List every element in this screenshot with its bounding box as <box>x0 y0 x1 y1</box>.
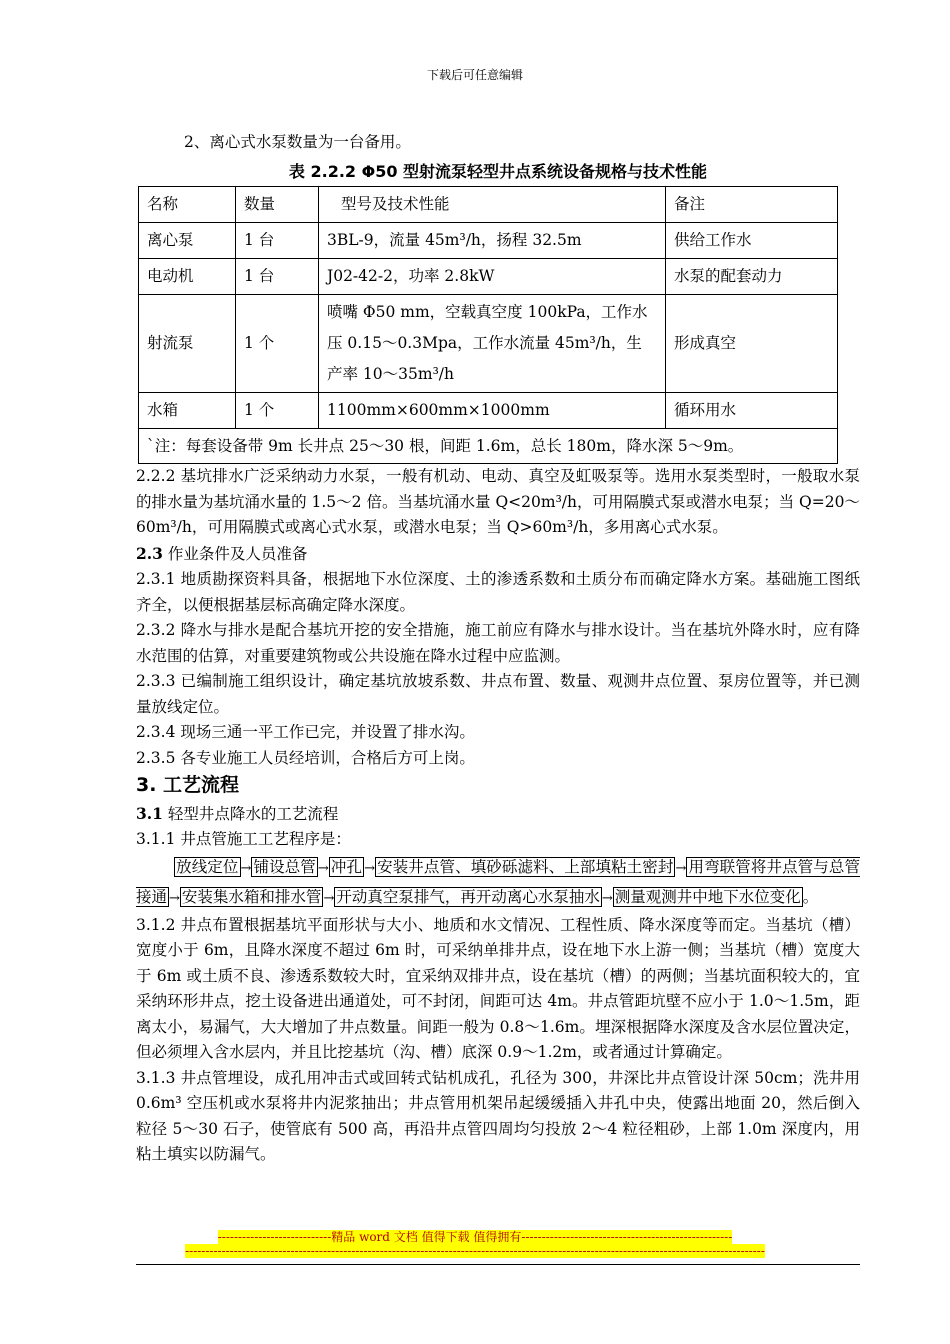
section-number: 2.3 <box>136 543 163 563</box>
flow-step: 铺设总管 <box>253 857 316 876</box>
flow-step: 用弯联管将井点管与总管接通 <box>136 857 860 906</box>
table-cell: 形成真空 <box>666 295 838 393</box>
table-cell: 1 个 <box>236 393 319 429</box>
paragraph-2-2-2: 2.2.2 基坑排水广泛采纳动力水泵，一般有机动、电动、真空及虹吸泵等。选用水泵类型时，一般取水泵的排水量为基坑涌水量的 1.5～2 倍。当基坑涌水量 Q<20m³/h，可用隔膜式泵或潜水电泵；当 Q=20～60m³/h，可用隔膜式或离心式水泵，或潜水电泵；当 Q>60m³/h，多用离心式水泵。 <box>136 467 860 536</box>
flow-step: 开动真空泵排气，再开动离心水泵抽水 <box>336 887 600 906</box>
table-row <box>139 393 838 429</box>
flow-step: 测量观测井中地下水位变化 <box>614 887 801 906</box>
section-3-heading: 3. 工艺流程 <box>136 774 240 796</box>
page-header: 下载后可任意编辑 <box>426 68 523 82</box>
table-caption: 表 2.2.2 Φ50 型射流泵轻型井点系统设备规格与技术性能 <box>288 161 708 181</box>
arrow-right-icon: → <box>323 890 335 906</box>
paragraph-2-3-3: 2.3.3 已编制施工组织设计，确定基坑放坡系数、井点布置、数量、观测井点位置、泵房位置等，并已测量放线定位。 <box>136 672 860 716</box>
table-header-cell: 数量 <box>236 187 319 223</box>
table-header-cell: 备注 <box>666 187 838 223</box>
table-note: `注：每套设备带 9m 长井点 25～30 根，间距 1.6m，总长 180m，降水深 5～9m。 <box>139 429 838 464</box>
flow-step: 冲孔 <box>330 857 363 876</box>
equipment-table <box>138 186 838 464</box>
arrow-right-icon: → <box>675 860 687 876</box>
footer-banner: ----------------------------精品 word 文档 值得下载 值得拥有---------------------------------------------------- <box>217 1230 733 1244</box>
flow-step: 安装集水箱和排水管 <box>181 887 322 906</box>
table-cell: 供给工作水 <box>666 223 838 259</box>
arrow-right-icon: → <box>240 860 252 876</box>
table-cell: 3BL-9，流量 45m³/h，扬程 32.5m <box>319 223 666 259</box>
table-cell: 水箱 <box>139 393 236 429</box>
table-cell: 1 台 <box>236 223 319 259</box>
table-header-row <box>139 187 838 223</box>
table-cell: 电动机 <box>139 259 236 295</box>
paragraph-3-1-3: 3.1.3 井点管埋设，成孔用冲击式或回转式钻机成孔，孔径为 300，井深比井点管设计深 50cm；洗井用 0.6m³ 空压机或水泵将井内泥浆抽出；井点管用机架吊起缓缓插入井孔中央，使露出地面 20，然后倒入粒径 5～30 石子，使管底有 500 高，再沿井点管四周均匀投放 2～4 粒径粗砂，上部 1.0m 深度内，用粘土填实以防漏气。 <box>136 1068 860 1163</box>
intro-line: 2、离心式水泵数量为一台备用。 <box>184 133 411 151</box>
arrow-right-icon: → <box>169 890 180 906</box>
paragraph-2-3-1: 2.3.1 地质勘探资料具备，根据地下水位深度、土的渗透系数和土质分布而确定降水方案。基础施工图纸齐全，以便根据基层标高确定降水深度。 <box>136 570 860 614</box>
section-title: 作业条件及人员准备 <box>162 544 308 563</box>
table-cell: 射流泵 <box>139 295 236 393</box>
section-2-3-heading <box>136 541 860 568</box>
process-flow <box>136 853 860 913</box>
table-cell: 循环用水 <box>666 393 838 429</box>
arrow-right-icon: → <box>317 860 329 876</box>
section-3-1-heading <box>136 801 860 828</box>
section-title: 轻型井点降水的工艺流程 <box>162 804 339 823</box>
paragraph-2-3-5: 2.3.5 各专业施工人员经培训，合格后方可上岗。 <box>136 748 475 767</box>
footer-dashes: ----------------------------------------------------------------------------------------------------------------------------------------------- <box>185 1244 765 1258</box>
arrow-right-icon: → <box>601 890 613 906</box>
arrow-right-icon: → <box>364 860 376 876</box>
flow-end: 。 <box>802 887 819 906</box>
table-header-cell: 型号及技术性能 <box>319 187 666 223</box>
paragraph-3-1-2: 3.1.2 井点布置根据基坑平面形状与大小、地质和水文情况、工程性质、降水深度等而定。当基坑（槽）宽度小于 6m，且降水深度不超过 6m 时，可采纳单排井点，设在地下水上游一侧；当基坑（槽）宽度大于 6m 或土质不良、渗透系数较大时，宜采纳双排井点，设在基坑（槽）的两侧；当基坑面积较大的，宜采纳环形井点，挖土设备进出通道处，可不封闭，间距可达 4m。井点管距坑壁不应小于 1.0～1.5m，距离太小，易漏气，大大增加了井点数量。间距一般为 0.8～1.6m。埋深根据降水深度及含水层位置决定，但必须埋入含水层内，并且比挖基坑（沟、槽）底深 0.9～1.2m，或者通过计算确定。 <box>136 915 860 1061</box>
document-body <box>136 130 860 1168</box>
table-header-cell: 名称 <box>139 187 236 223</box>
table-cell: 水泵的配套动力 <box>666 259 838 295</box>
table-row <box>139 223 838 259</box>
paragraph-2-3-2: 2.3.2 降水与排水是配合基坑开挖的安全措施，施工前应有降水与排水设计。当在基坑外降水时，应有降水范围的估算，对重要建筑物或公共设施在降水过程中应监测。 <box>136 621 860 665</box>
flow-step: 放线定位 <box>176 857 239 876</box>
table-cell: 1 台 <box>236 259 319 295</box>
paragraph-3-1-1: 3.1.1 井点管施工工艺程序是： <box>136 830 351 848</box>
table-row <box>139 295 838 393</box>
table-note-row <box>139 429 838 464</box>
section-number: 3.1 <box>136 803 163 823</box>
table-cell: 1 个 <box>236 295 319 393</box>
table-cell: 离心泵 <box>139 223 236 259</box>
table-cell: J02-42-2，功率 2.8kW <box>319 259 666 295</box>
table-cell: 喷嘴 Φ50 mm，空载真空度 100kPa，工作水压 0.15～0.3Mpa，工作水流量 45m³/h，生产率 10～35m³/h <box>319 295 666 393</box>
table-row <box>139 259 838 295</box>
table-cell: 1100mm×600mm×1000mm <box>319 393 666 429</box>
flow-step: 安装井点管、填砂砾滤料、上部填粘土密封 <box>377 857 674 876</box>
paragraph-2-3-4: 2.3.4 现场三通一平工作已完，并设置了排水沟。 <box>136 723 475 741</box>
footer-rule <box>136 1264 860 1265</box>
